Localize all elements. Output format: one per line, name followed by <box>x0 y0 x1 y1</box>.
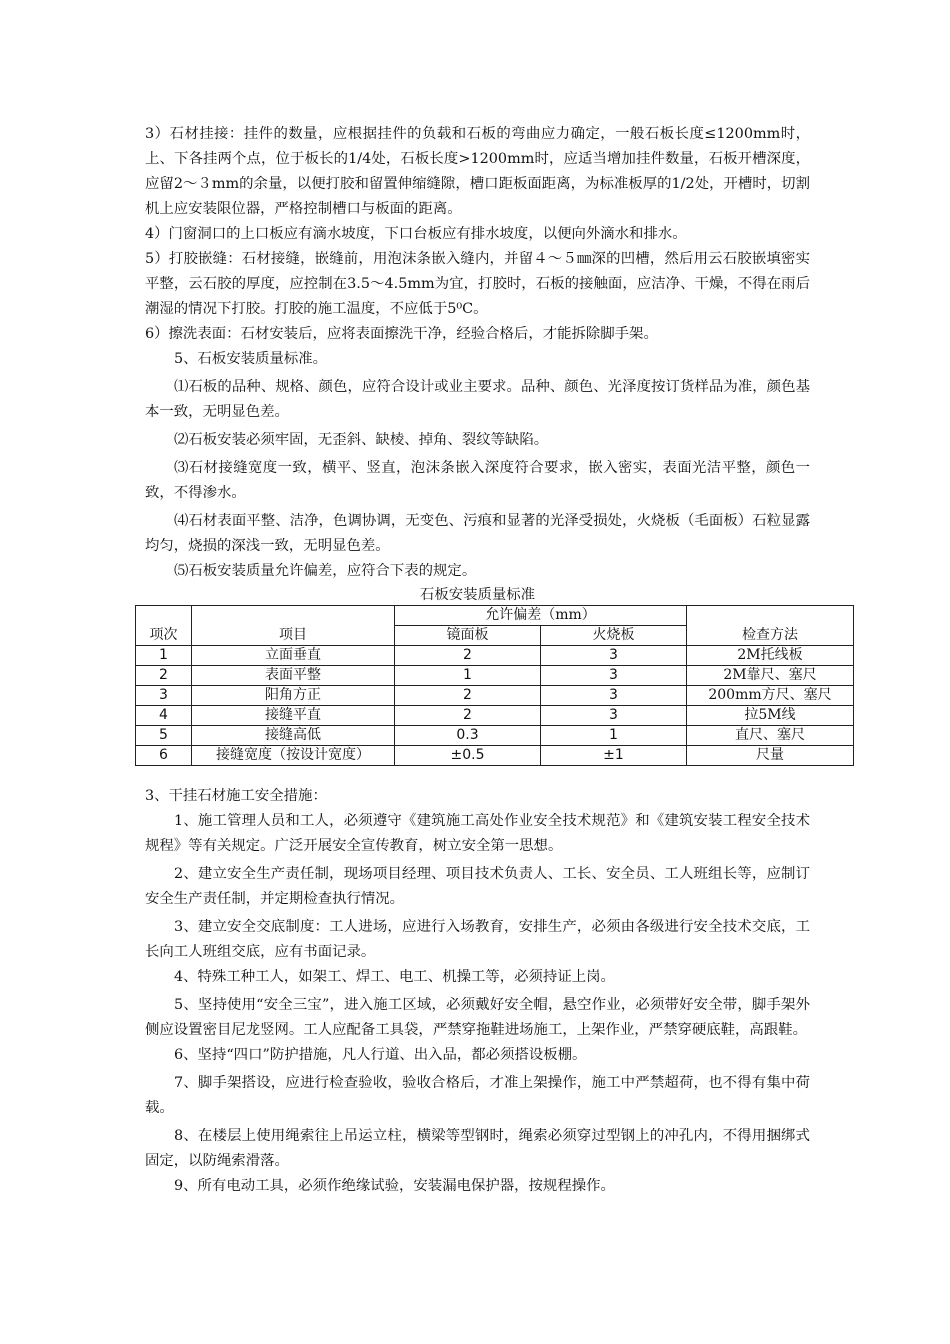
cell-mirror: ±0.5 <box>395 746 541 766</box>
header-method: 检查方法 <box>687 606 854 646</box>
cell-no: 6 <box>136 746 192 766</box>
cell-no: 2 <box>136 666 192 686</box>
cell-method: 2M靠尺、塞尺 <box>687 666 854 686</box>
cell-fire: 1 <box>541 726 687 746</box>
header-fire: 火烧板 <box>541 626 687 646</box>
cell-mirror: 0.3 <box>395 726 541 746</box>
quality-item-1: ⑴石板的品种、规格、颜色，应符合设计或业主要求。品种、颜色、光泽度按订货样品为准，颜色基本一致，无明显色差。 <box>145 379 810 420</box>
cell-method: 200mm方尺、塞尺 <box>687 686 854 706</box>
header-seq: 项次 <box>136 606 192 646</box>
cell-item: 接缝高低 <box>192 726 395 746</box>
step-3-stone-hanging: 3）石材挂接：挂件的数量，应根据挂件的负载和石板的弯曲应力确定，一般石板长度≤1200mm时，上、下各挂两个点，位于板长的1/4处，石板长度>1200mm时，应适当增加挂件数量，石板开槽深度，应留2～３mm的余量，以便打胶和留置伸缩缝隙，槽口距板面距离，为标准板厚的1/2处，开槽时，切割机上应安装限位器，严格控制槽口与板面的距离。 <box>145 126 810 217</box>
cell-no: 5 <box>136 726 192 746</box>
cell-method: 拉5M线 <box>687 706 854 726</box>
cell-mirror: 1 <box>395 666 541 686</box>
cell-item: 表面平整 <box>192 666 395 686</box>
safety-item-1: 1、施工管理人员和工人，必须遵守《建筑施工高处作业安全技术规范》和《建筑安装工程安全技术规程》等有关规定。广泛开展安全宣传教育，树立安全第一思想。 <box>145 813 810 854</box>
safety-item-8: 8、在楼层上使用绳索往上吊运立柱，横梁等型钢时，绳索必须穿过型钢上的冲孔内，不得用捆绑式固定，以防绳索滑落。 <box>145 1128 810 1169</box>
header-mirror: 镜面板 <box>395 626 541 646</box>
cell-method: 直尺、塞尺 <box>687 726 854 746</box>
cell-fire: 3 <box>541 686 687 706</box>
cell-item: 接缝宽度（按设计宽度） <box>192 746 395 766</box>
table-row <box>136 726 854 746</box>
header-item: 项目 <box>192 606 395 646</box>
quality-item-4: ⑷石材表面平整、洁净，色调协调，无变色、污痕和显著的光泽受损处，火烧板（毛面板）石粒显露均匀，烧损的深浅一致，无明显色差。 <box>145 513 810 554</box>
cell-method: 尺量 <box>687 746 854 766</box>
safety-item-2: 2、建立安全生产责任制，现场项目经理、项目技术负责人、工长、安全员、工人班组长等，应制订安全生产责任制，并定期检查执行情况。 <box>145 866 810 907</box>
quality-tolerance-table <box>135 605 854 766</box>
step-4-window-openings: 4）门窗洞口的上口板应有滴水坡度，下口台板应有排水坡度，以便向外滴水和排水。 <box>145 226 687 242</box>
cell-mirror: 2 <box>395 706 541 726</box>
cell-no: 1 <box>136 646 192 666</box>
table-row <box>136 746 854 766</box>
safety-item-5: 5、坚持使用“安全三宝”，进入施工区域，必须戴好安全帽，悬空作业，必须带好安全带，脚手架外侧应设置密目尼龙竖网。工人应配备工具袋，严禁穿拖鞋进场施工，上架作业，严禁穿硬底鞋，高跟鞋。 <box>145 997 810 1038</box>
safety-item-6: 6、坚持“四口”防护措施，凡人行道、出入品，都必须搭设板棚。 <box>174 1047 587 1063</box>
step-6-cleaning: 6）擦洗表面：石材安装后，应将表面擦洗干净，经验合格后，才能拆除脚手架。 <box>145 326 658 342</box>
step-5-sealing: 5）打胶嵌缝：石材接缝，嵌缝前，用泡沫条嵌入缝内，并留４～５㎜深的凹槽，然后用云石胶嵌填密实平整，云石胶的厚度，应控制在3.5～4.5mm为宜，打胶时，石板的接触面，应洁净、干燥，不得在雨后潮湿的情况下打胶。打胶的施工温度，不应低于5⁰C。 <box>145 251 810 317</box>
safety-item-9: 9、所有电动工具，必须作绝缘试验，安装漏电保护器，按规程操作。 <box>174 1178 615 1194</box>
table-header-row <box>136 606 854 626</box>
cell-item: 接缝平直 <box>192 706 395 726</box>
header-deviation: 允许偏差（mm） <box>395 606 687 626</box>
cell-fire: 3 <box>541 706 687 726</box>
quality-item-2: ⑵石板安装必须牢固，无歪斜、缺棱、掉角、裂纹等缺陷。 <box>174 432 549 448</box>
quality-heading: 5、石板安装质量标准。 <box>174 351 328 367</box>
document-page <box>145 122 832 1199</box>
safety-item-4: 4、特殊工种工人，如架工、焊工、电工、机操工等，必须持证上岗。 <box>174 969 615 985</box>
cell-no: 3 <box>136 686 192 706</box>
cell-fire: 3 <box>541 666 687 686</box>
cell-mirror: 2 <box>395 686 541 706</box>
table-caption: 石板安装质量标准 <box>419 587 536 603</box>
cell-fire: 3 <box>541 646 687 666</box>
cell-item: 立面垂直 <box>192 646 395 666</box>
cell-method: 2M托线板 <box>687 646 854 666</box>
safety-heading: 3、干挂石材施工安全措施： <box>145 788 327 804</box>
safety-item-3: 3、建立安全交底制度：工人进场，应进行入场教育，安排生产，必须由各级进行安全技术交底，工长向工人班组交底，应有书面记录。 <box>145 919 810 960</box>
cell-fire: ±1 <box>541 746 687 766</box>
table-row <box>136 646 854 666</box>
table-row <box>136 666 854 686</box>
cell-no: 4 <box>136 706 192 726</box>
table-row <box>136 706 854 726</box>
table-row <box>136 686 854 706</box>
safety-item-7: 7、脚手架搭设，应进行检查验收，验收合格后，才准上架操作，施工中严禁超荷，也不得有集中荷载。 <box>145 1075 810 1116</box>
quality-item-5: ⑸石板安装质量允许偏差，应符合下表的规定。 <box>174 563 477 579</box>
cell-item: 阳角方正 <box>192 686 395 706</box>
quality-item-3: ⑶石材接缝宽度一致，横平、竖直，泡沫条嵌入深度符合要求，嵌入密实，表面光洁平整，颜色一致，不得渗水。 <box>145 460 810 501</box>
cell-mirror: 2 <box>395 646 541 666</box>
